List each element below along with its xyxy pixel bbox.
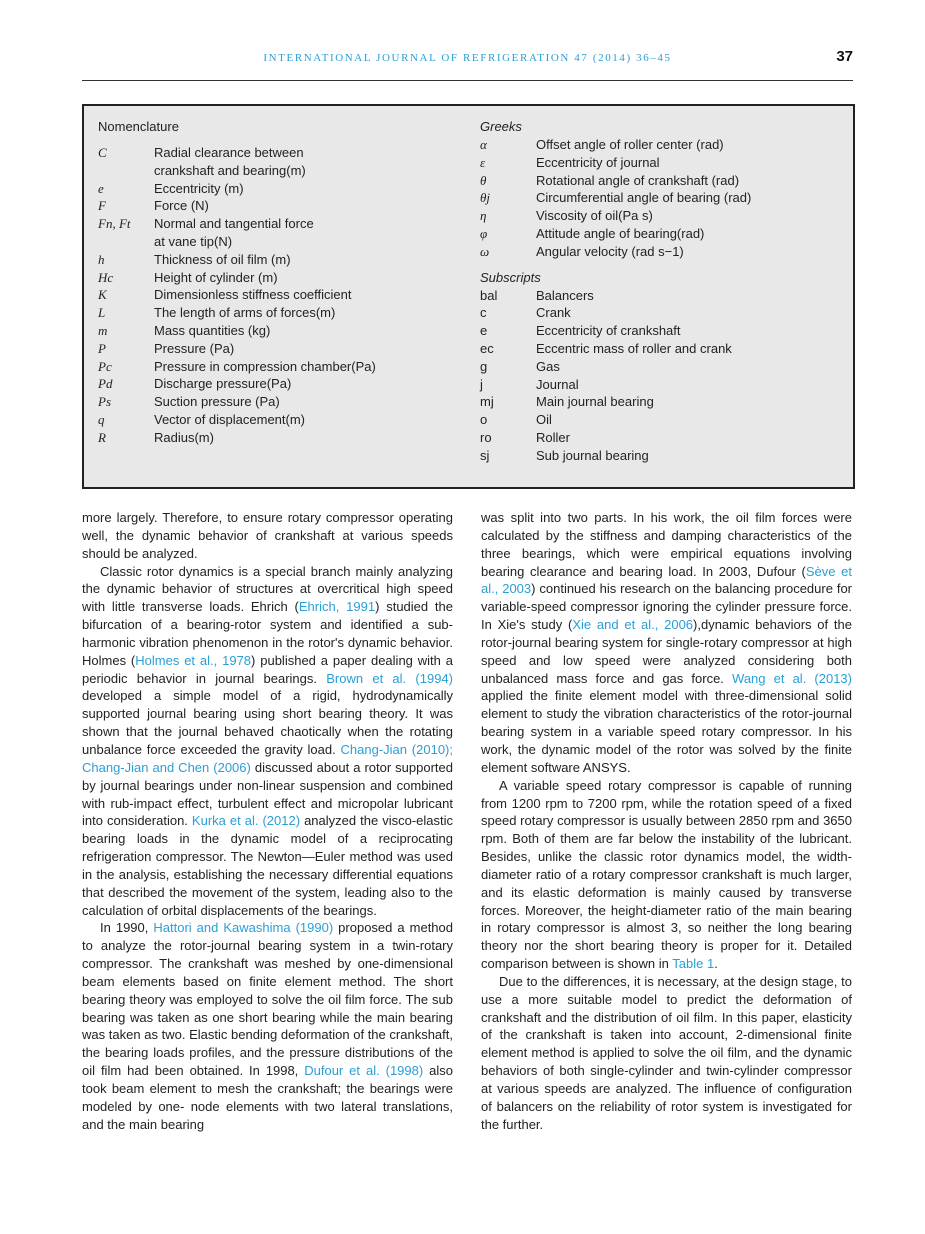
nomenclature-definition: Pressure in compression chamber(Pa) — [154, 358, 376, 374]
nomenclature-symbol: ε — [480, 154, 486, 170]
nomenclature-column — [98, 118, 468, 447]
nomenclature-box — [82, 104, 855, 489]
nomenclature-symbol: q — [98, 411, 105, 427]
nomenclature-symbol: α — [480, 137, 487, 152]
page-number: 37 — [836, 48, 853, 65]
body-paragraph — [481, 777, 852, 973]
nomenclature-symbol: η — [480, 208, 487, 224]
nomenclature-row — [480, 287, 850, 305]
nomenclature-row — [480, 322, 850, 340]
nomenclature-symbol: θ — [480, 172, 487, 188]
nomenclature-row — [480, 243, 850, 261]
nomenclature-symbol: θj — [480, 190, 490, 206]
body-text: ),dynamic behaviors of the rotor-journal bearing system for single-rotary compressor at high speed and low speed were analyzed considering both unbalanced mass force and gas force. — [481, 617, 852, 686]
nomenclature-definition: Radial clearance between — [154, 145, 304, 160]
nomenclature-definition: Dimensionless stiffness coefficient — [154, 287, 352, 303]
nomenclature-symbol: ω — [480, 243, 490, 259]
nomenclature-definition: Sub journal bearing — [536, 447, 649, 463]
nomenclature-row — [480, 189, 850, 207]
nomenclature-list — [98, 144, 468, 447]
subscripts-list — [480, 287, 850, 465]
nomenclature-row — [98, 180, 468, 198]
body-text: proposed a method to analyze the rotor-journal bearing system in a twin-rotary compressor. The crankshaft was meshed by one-dimensional beam elements based on finite element method. The short bearing theory was employed to solve the oil film force. The sub bearing was taken as one short bearing while the main bearing was taken as two. Elastic bending deformation of the crankshaft, the bearing loads profiles, and the pressure distributions of the oil film had been obtained. In 1998, — [82, 920, 453, 1079]
citation-link[interactable]: Table 1 — [672, 956, 715, 972]
nomenclature-row — [480, 411, 850, 429]
nomenclature-row — [480, 172, 850, 190]
greeks-list — [480, 136, 850, 261]
nomenclature-row — [98, 393, 468, 411]
body-column-left — [82, 509, 453, 1134]
nomenclature-definition: Circumferential angle of bearing (rad) — [536, 190, 752, 206]
subscripts-title: Subscripts — [480, 269, 541, 285]
nomenclature-definition: Height of cylinder (m) — [154, 269, 278, 285]
nomenclature-definition: Attitude angle of bearing(rad) — [536, 225, 705, 241]
nomenclature-symbol: R — [98, 429, 106, 445]
nomenclature-definition: Suction pressure (Pa) — [154, 394, 280, 410]
body-text: ) continued his research on the balancing procedure for variable-speed compressor ignoring the cylinder pressure force. In Xie's study ( — [481, 581, 853, 633]
nomenclature-definition: crankshaft and bearing(m) — [154, 162, 306, 178]
body-column-right — [481, 509, 852, 1134]
body-paragraph — [82, 919, 453, 1133]
nomenclature-symbol: ro — [480, 429, 492, 445]
citation-link[interactable]: Dufour et al. (1998) — [304, 1063, 424, 1079]
nomenclature-row — [480, 304, 850, 322]
nomenclature-definition: Force (N) — [154, 198, 209, 214]
body-paragraph — [481, 509, 852, 777]
nomenclature-definition: at vane tip(N) — [154, 233, 233, 249]
body-text: was split into two parts. In his work, the oil film forces were calculated by the stiffness and damping characteristics of the three bearings, which were empirical equations involving bearing clearance and bearing load. In 2003, Dufour ( — [481, 510, 852, 579]
nomenclature-definition: Discharge pressure(Pa) — [154, 376, 292, 392]
nomenclature-definition: Eccentricity of crankshaft — [536, 323, 681, 339]
nomenclature-row — [480, 225, 850, 243]
citation-link[interactable]: Hattori and Kawashima (1990) — [153, 920, 334, 936]
nomenclature-symbol: j — [480, 376, 483, 392]
nomenclature-symbol: h — [98, 251, 105, 267]
greeks-title: Greeks — [480, 119, 522, 134]
nomenclature-row — [98, 429, 468, 447]
body-text: Due to the differences, it is necessary, at the design stage, to use a more suitable model to predict the deformation of crankshaft and the distribution of oil film. In this paper, elasticity of the crankshaft is taken into account, 2-dimensional finite element method is applied to solve the oil film, and the dynamic behaviors of both single-cylinder and twin-cylinder compressor at various speeds are analyzed. The influence of configuration of balancers on the reliability of rotor system is investigated for the further. — [481, 973, 852, 1132]
nomenclature-symbol: L — [98, 305, 106, 321]
nomenclature-symbol: Pd — [98, 376, 113, 392]
nomenclature-symbol: bal — [480, 287, 498, 303]
nomenclature-row — [480, 429, 850, 447]
nomenclature-definition: Roller — [536, 429, 570, 445]
nomenclature-definition: Mass quantities (kg) — [154, 322, 271, 338]
body-text: applied the finite element model with three-dimensional solid element to study the vibration characteristics of the rotor-journal bearing system in a variable speed rotary compressor. In his work, the dynamic model of the rotor was solved by the finite element software ANSYS. — [481, 688, 852, 775]
nomenclature-symbol: P — [98, 340, 106, 356]
nomenclature-symbol: m — [98, 322, 108, 338]
nomenclature-symbol: sj — [480, 447, 490, 463]
nomenclature-row — [98, 144, 468, 162]
nomenclature-definition: The length of arms of forces(m) — [154, 305, 336, 321]
nomenclature-definition: Eccentric mass of roller and crank — [536, 340, 732, 356]
nomenclature-row — [98, 304, 468, 322]
nomenclature-definition: Eccentricity of journal — [536, 154, 660, 170]
nomenclature-definition: Eccentricity (m) — [154, 180, 244, 196]
body-paragraph — [481, 973, 852, 1134]
nomenclature-definition: Vector of displacement(m) — [154, 411, 306, 427]
nomenclature-definition: Radius(m) — [154, 429, 214, 445]
nomenclature-symbol: o — [480, 412, 488, 428]
nomenclature-symbol: φ — [480, 225, 488, 241]
nomenclature-symbol: F — [98, 198, 106, 214]
body-text: analyzed the visco-elastic bearing loads in the dynamic model of a reciprocating refrigeration compressor. The Newton—Euler method was used in the analysis, establishing the necessary differential equations that described the movement of the system, leading also to the calculation of orbital displacements of the bearings. — [82, 813, 453, 918]
nomenclature-symbol: Ps — [98, 394, 111, 410]
body-paragraph — [82, 509, 453, 563]
citation-link[interactable]: Chang-Jian (2010); Chang-Jian and Chen (2006) — [82, 741, 453, 775]
nomenclature-definition: Thickness of oil film (m) — [154, 251, 291, 267]
body-paragraph — [82, 563, 453, 920]
body-text: ) studied the bifurcation of a bearing-rotor system and identified a sub-harmonic vibration phenomenon in the rotor's dynamic behavior. Holmes ( — [82, 599, 454, 668]
nomenclature-row — [480, 207, 850, 225]
nomenclature-row — [98, 358, 468, 376]
body-text: also took beam element to mesh the crankshaft; the bearings were modeled by one- node elements with two lateral translations, and the main bearing — [82, 1063, 453, 1132]
body-text: Classic rotor dynamics is a special branch mainly analyzing the dynamic behavior of structures at overcritical high speed with little transverse loads. Ehrich ( — [82, 563, 453, 615]
nomenclature-definition: Offset angle of roller center (rad) — [536, 137, 724, 152]
body-text: In 1990, — [100, 920, 154, 936]
nomenclature-row — [98, 340, 468, 358]
body-text: . — [714, 956, 718, 972]
nomenclature-row — [480, 340, 850, 358]
nomenclature-row — [98, 375, 468, 393]
journal-name: INTERNATIONAL JOURNAL OF REFRIGERATION 47 (2014) 36–45 — [263, 52, 672, 64]
nomenclature-symbol: c — [480, 305, 487, 321]
nomenclature-symbol: mj — [480, 394, 494, 410]
nomenclature-row — [98, 251, 468, 269]
nomenclature-row — [98, 233, 468, 251]
nomenclature-symbol: K — [98, 287, 107, 303]
nomenclature-row — [98, 162, 468, 180]
nomenclature-symbol: Fn, Ft — [98, 216, 131, 232]
nomenclature-title: Nomenclature — [98, 119, 179, 134]
nomenclature-symbol: ec — [480, 340, 494, 356]
nomenclature-symbol: g — [480, 358, 488, 374]
citation-link[interactable]: Ehrich, 1991 — [298, 599, 376, 615]
nomenclature-definition: Pressure (Pa) — [154, 340, 235, 356]
citation-link[interactable]: Wang et al. (2013) — [732, 670, 852, 686]
nomenclature-definition: Gas — [536, 358, 560, 374]
nomenclature-definition: Balancers — [536, 287, 594, 303]
nomenclature-row — [480, 136, 850, 154]
nomenclature-row — [98, 269, 468, 287]
nomenclature-row — [98, 411, 468, 429]
citation-link[interactable]: Holmes et al., 1978 — [135, 652, 252, 668]
nomenclature-definition: Normal and tangential force — [154, 216, 314, 232]
body-text: ) published a paper dealing with a periodic behavior in journal bearings. — [82, 652, 453, 686]
body-text: more largely. Therefore, to ensure rotary compressor operating well, the dynamic behavior of crankshaft at various speeds should be analyzed. — [82, 510, 453, 561]
nomenclature-definition: Main journal bearing — [536, 394, 654, 410]
nomenclature-row — [98, 215, 468, 233]
nomenclature-row — [480, 376, 850, 394]
nomenclature-row — [98, 286, 468, 304]
nomenclature-symbol: Pc — [98, 358, 112, 374]
nomenclature-symbol — [98, 162, 154, 180]
nomenclature-row — [480, 154, 850, 172]
body-text: developed a simple model of a rigid, hydrodynamically supported journal bearing using short bearing theory. It was shown that the journal behaved chaotically when the rotating unbalance force exceeded the gravity load. — [82, 688, 453, 757]
nomenclature-symbol: C — [98, 145, 107, 160]
nomenclature-definition: Crank — [536, 305, 571, 321]
citation-link[interactable]: Kurka et al. (2012) — [191, 813, 301, 829]
nomenclature-row — [480, 447, 850, 465]
nomenclature-row — [98, 322, 468, 340]
nomenclature-row — [480, 358, 850, 376]
nomenclature-row — [480, 393, 850, 411]
nomenclature-symbol: e — [98, 180, 104, 196]
body-text: A variable speed rotary compressor is capable of running from 1200 rpm to 7200 rpm, while the rotation speed of a fixed speed rotary compressor is usually between 2850 rpm and 3650 rpm. Both of them are far below the instability of the lubricant. Besides, unlike the classic rotor dynamics model, the width-diameter ratio of a rotary compressor crankshaft is much larger, and its elastic deformation is mainly caused by transverse forces. Moreover, the height-diameter ratio of the main bearing in rotary compressor is almost 3, so neither the long bearing theory nor the short bearing theory is proper for it. Detailed comparison between is shown in — [481, 777, 852, 972]
running-header — [82, 50, 853, 72]
nomenclature-symbol — [98, 233, 154, 251]
nomenclature-definition: Rotational angle of crankshaft (rad) — [536, 172, 740, 188]
nomenclature-symbol: Hc — [98, 269, 114, 285]
citation-link[interactable]: Brown et al. (1994) — [326, 670, 453, 686]
citation-link[interactable]: Xie and et al., 2006 — [572, 617, 694, 633]
body-text: discussed about a rotor supported by journal bearings under non-linear suspension and combined with rub-impact effect, turbulent effect and micropolar lubricant into consideration. — [82, 759, 454, 829]
nomenclature-definition: Angular velocity (rad s−1) — [536, 243, 684, 259]
nomenclature-row — [98, 197, 468, 215]
header-divider — [82, 80, 853, 81]
nomenclature-definition: Viscosity of oil(Pa s) — [536, 208, 653, 224]
nomenclature-definition: Oil — [536, 412, 552, 428]
nomenclature-definition: Journal — [536, 376, 579, 392]
citation-link[interactable]: Sève et al., 2003 — [481, 563, 852, 597]
nomenclature-symbol: e — [480, 323, 488, 339]
greeks-subscripts-column — [480, 118, 850, 465]
